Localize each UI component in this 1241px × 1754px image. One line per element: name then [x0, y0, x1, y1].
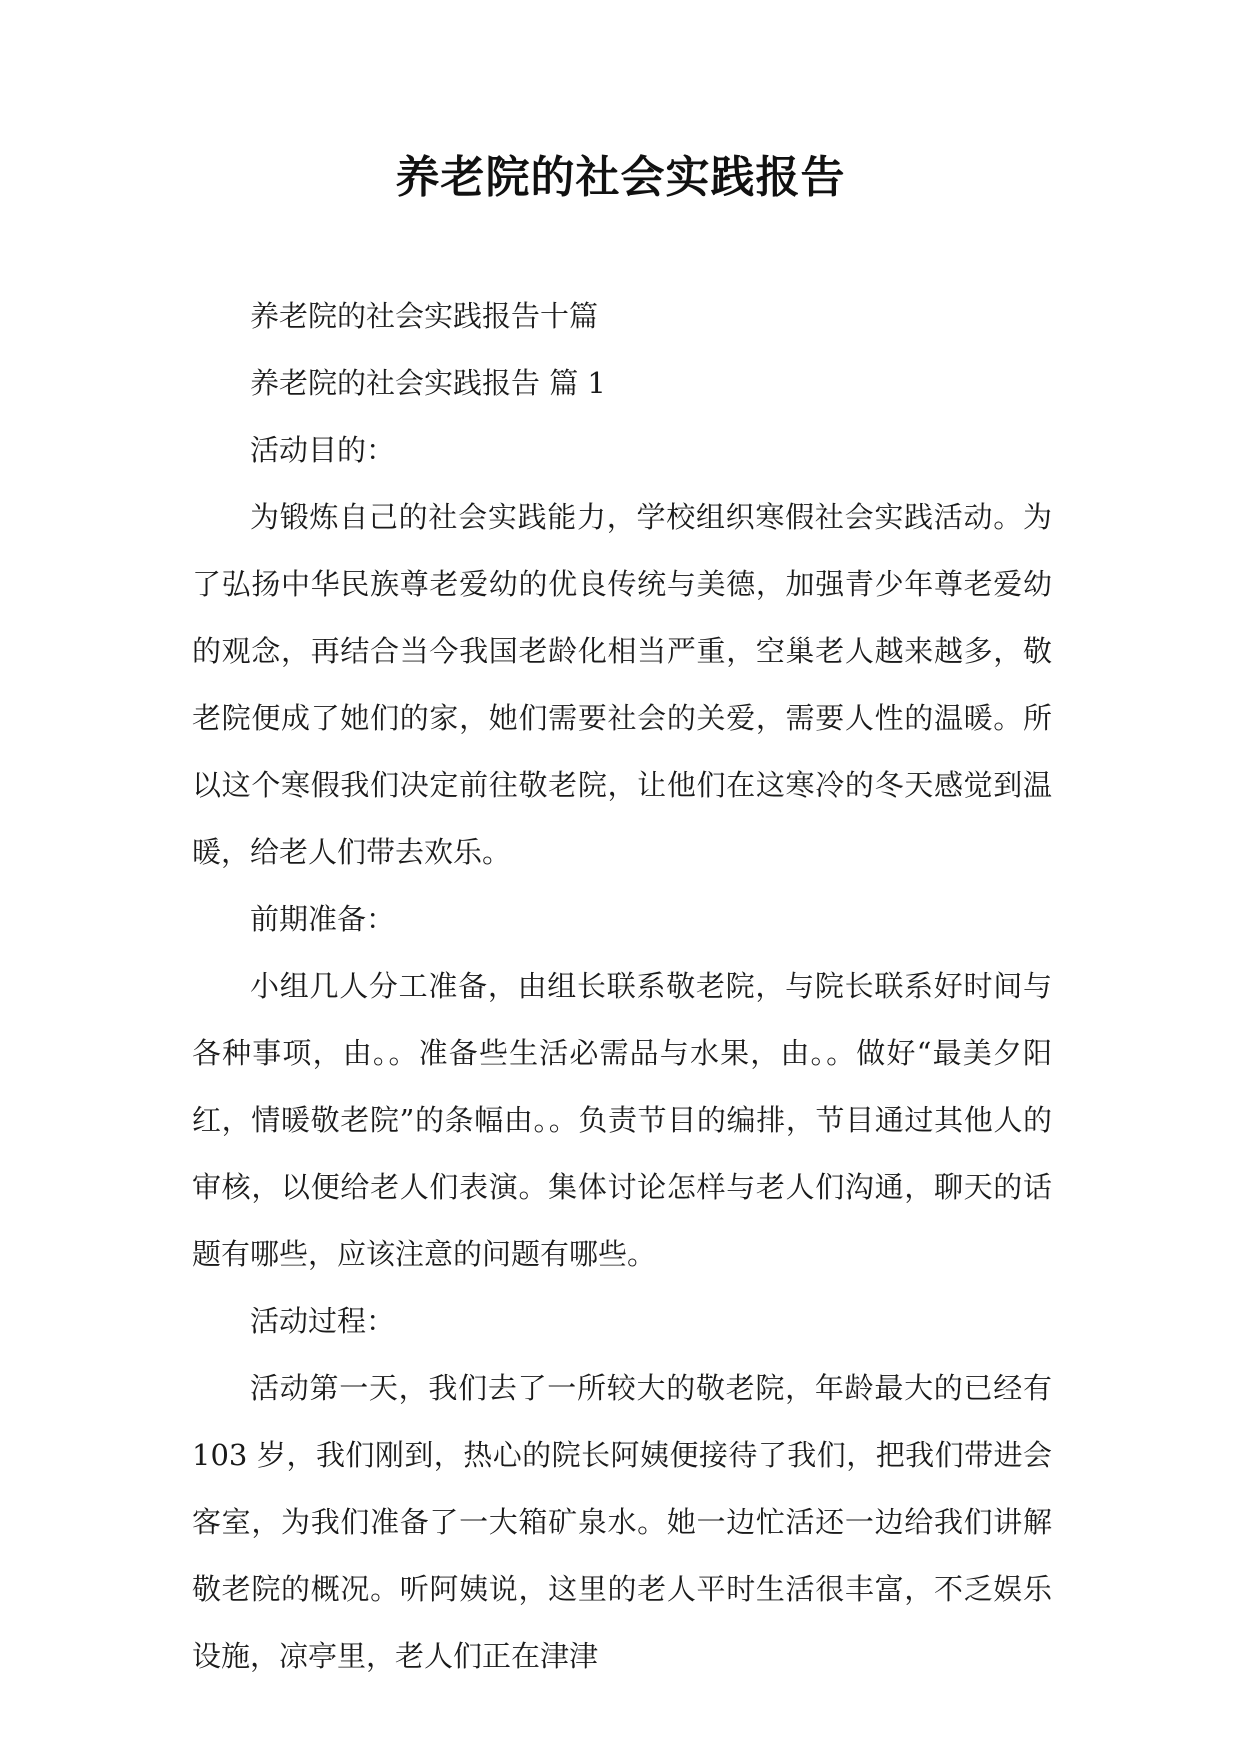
- subtitle-paragraph: 养老院的社会实践报告十篇: [250, 299, 599, 333]
- document-title: 养老院的社会实践报告: [395, 152, 846, 203]
- heading-activity-purpose: 活动目的：: [250, 433, 396, 467]
- paragraph-activity-process: 活动第一天，我们去了一所较大的敬老院，年龄最大的已经有 103 岁，我们刚到，热心的院长阿姨便接待了我们，把我们带进会客室，为我们准备了一大箱矿泉水。她一边忙活还一边给我们讲解敬老院的概况。听阿姨说，这里的老人平时生活很丰富，不乏娱乐设施，凉亭里，老人们正在津津: [192, 1371, 1052, 1673]
- document-body: [192, 283, 1052, 1690]
- section-heading: 养老院的社会实践报告 篇 1: [250, 366, 606, 400]
- paragraph-preparation: 小组几人分工准备，由组长联系敬老院，与院长联系好时间与各种事项，由。。准备些生活必需品与水果，由。。做好“最美夕阳红，情暖敬老院”的条幅由。。负责节目的编排，节目通过其他人的审核，以便给老人们表演。集体讨论怎样与老人们沟通，聊天的话题有哪些，应该注意的问题有哪些。: [192, 969, 1052, 1271]
- paragraph-activity-purpose: 为锻炼自己的社会实践能力，学校组织寒假社会实践活动。为了弘扬中华民族尊老爱幼的优良传统与美德，加强青少年尊老爱幼的观念，再结合当今我国老龄化相当严重，空巢老人越来越多，敬老院便成了她们的家，她们需要社会的关爱，需要人性的温暖。所以这个寒假我们决定前往敬老院，让他们在这寒冷的冬天感觉到温暖，给老人们带去欢乐。: [192, 500, 1052, 869]
- heading-preparation: 前期准备：: [250, 902, 396, 936]
- heading-activity-process: 活动过程：: [250, 1304, 396, 1338]
